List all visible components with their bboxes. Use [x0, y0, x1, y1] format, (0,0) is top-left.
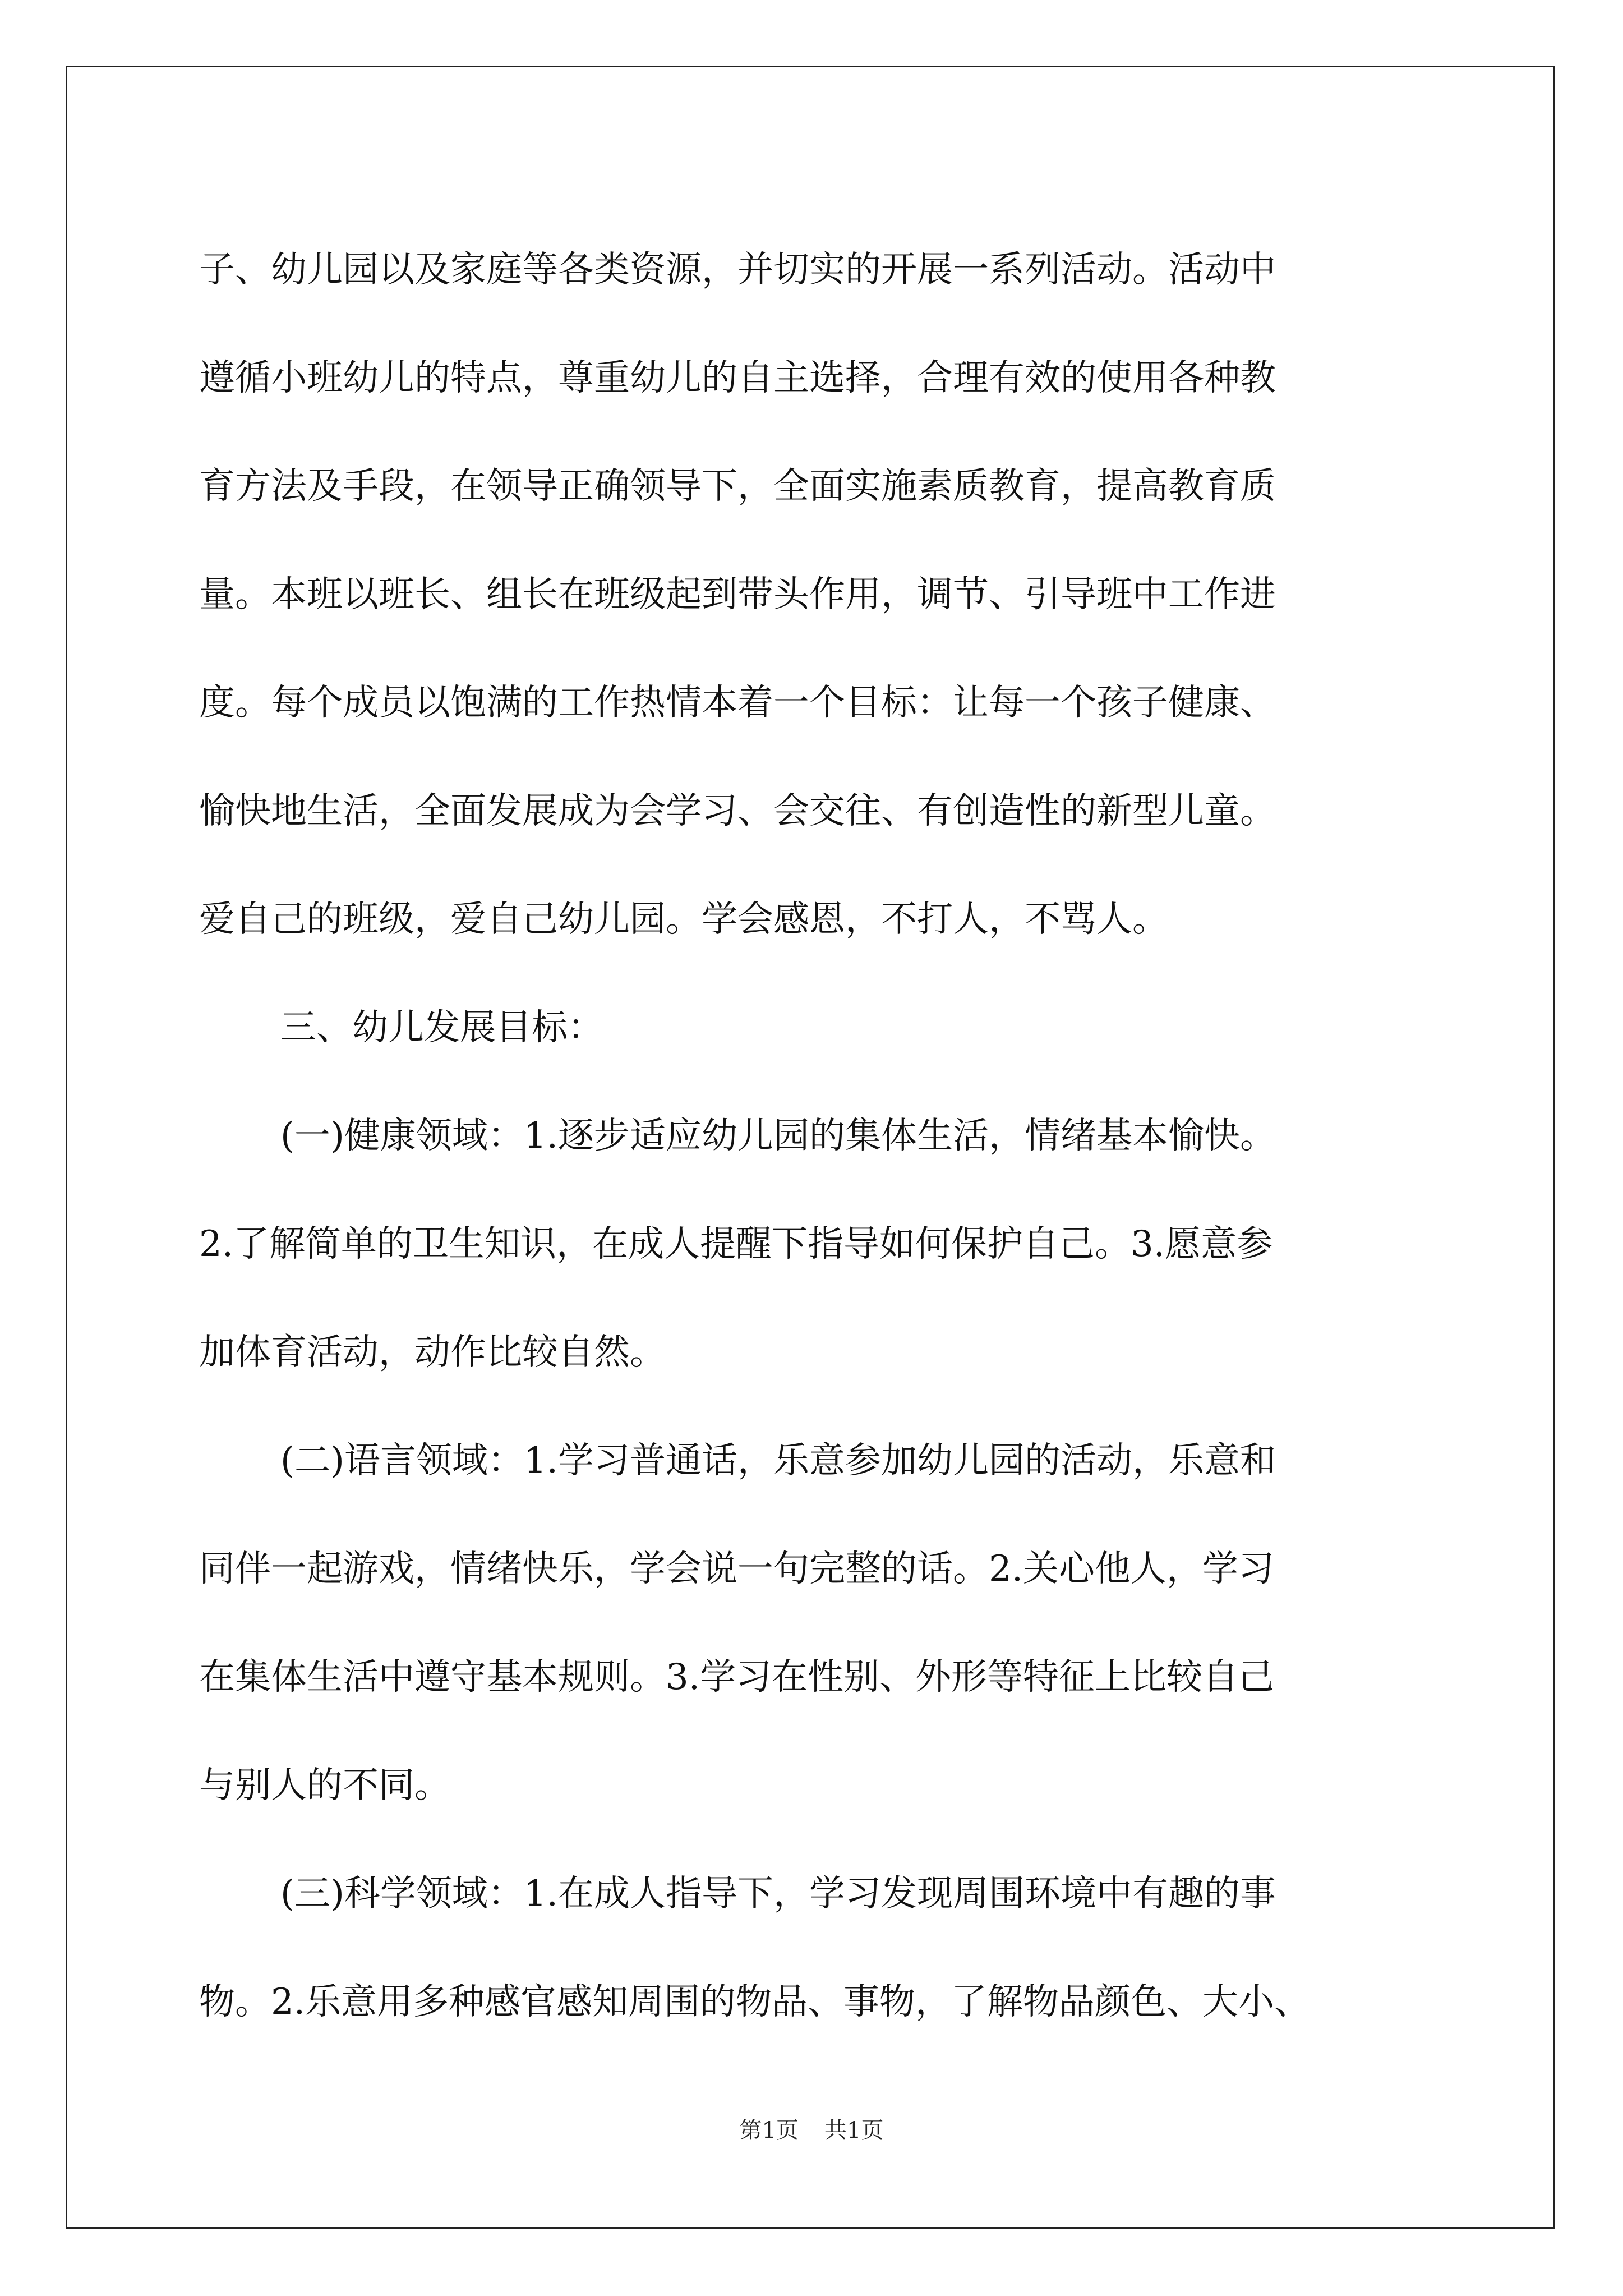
text-line-6: 愉快地生活，全面发展成为会学习、会交往、有创造性的新型儿童。: [199, 790, 1276, 832]
text-line-4: 量。本班以班长、组长在班级起到带头作用，调节、引导班中工作进: [199, 574, 1276, 615]
text-line-3: 育方法及手段，在领导正确领导下，全面实施素质教育，提高教育质: [199, 466, 1276, 507]
page-footer: [0, 2115, 1623, 2146]
text-line-15: 与别人的不同。: [199, 1765, 450, 1806]
text-line-5: 度。每个成员以饱满的工作热情本着一个目标：让每一个孩子健康、: [199, 682, 1276, 724]
text-line-11: 加体育活动，动作比较自然。: [199, 1332, 666, 1373]
text-line-13: 同伴一起游戏，情绪快乐，学会说一句完整的话。2.关心他人，学习: [199, 1548, 1275, 1590]
text-line-2: 遵循小班幼儿的特点，尊重幼儿的自主选择，合理有效的使用各种教: [199, 357, 1276, 399]
section-heading: 三、幼儿发展目标：: [280, 1007, 603, 1048]
text-line-7: 爱自己的班级，爱自己幼儿园。学会感恩，不打人，不骂人。: [199, 899, 1168, 940]
document-body: [199, 216, 1467, 2056]
text-line-14: 在集体生活中遵守基本规则。3.学习在性别、外形等特征上比较自己: [199, 1657, 1275, 1698]
text-line-16: (三)科学领域：1.在成人指导下，学习发现周围环境中有趣的事: [280, 1873, 1276, 1915]
text-line-12: (二)语言领域：1.学习普通话，乐意参加幼儿园的活动，乐意和: [280, 1440, 1276, 1481]
text-line-1: 子、幼儿园以及家庭等各类资源，并切实的开展一系列活动。活动中: [199, 249, 1276, 291]
text-line-10: 2.了解简单的卫生知识，在成人提醒下指导如何保护自己。3.愿意参: [199, 1223, 1273, 1265]
text-line-17: 物。2.乐意用多种感官感知周围的物品、事物，了解物品颜色、大小、: [199, 1981, 1311, 2023]
text-line-9: (一)健康领域：1.逐步适应幼儿园的集体生活，情绪基本愉快。: [280, 1115, 1276, 1157]
page-number: 第1页: [739, 2118, 799, 2143]
page-total: 共1页: [824, 2118, 884, 2143]
